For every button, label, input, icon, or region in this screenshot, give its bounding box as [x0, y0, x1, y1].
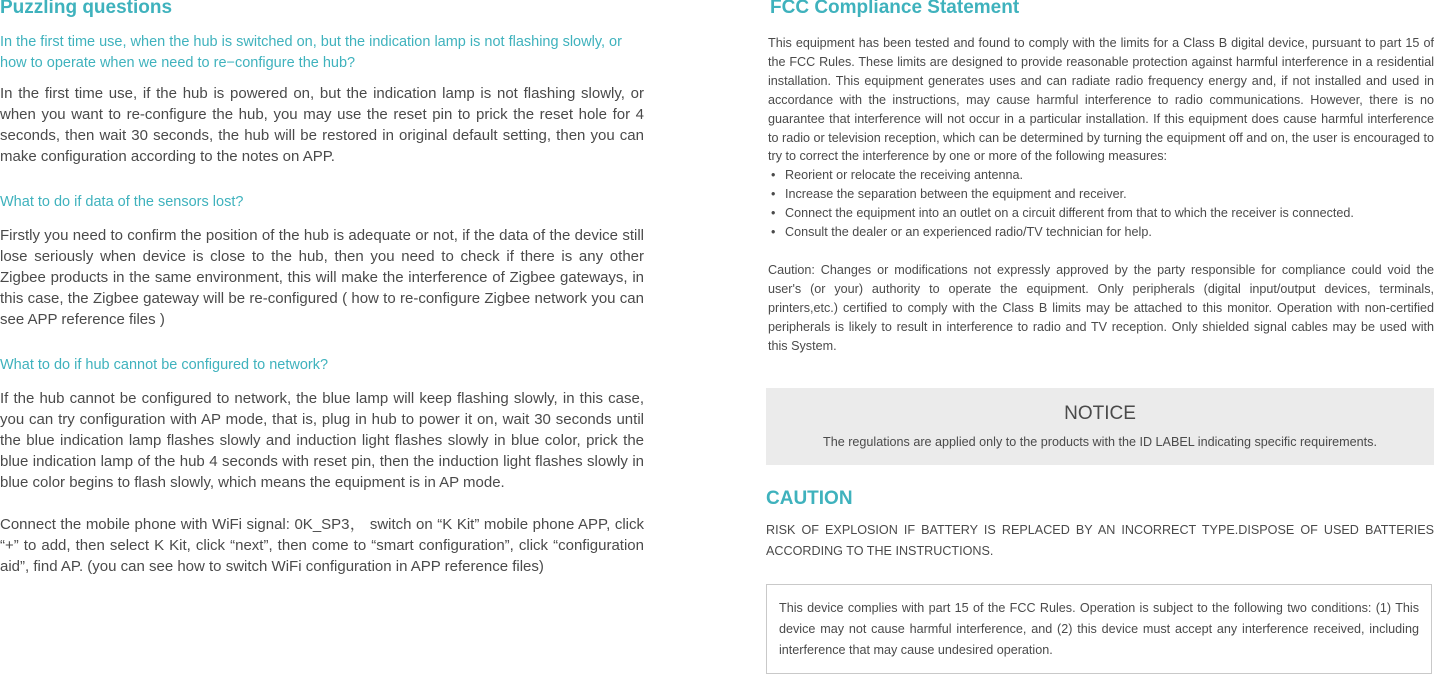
fcc-title: FCC Compliance Statement — [770, 0, 1020, 18]
list-item: • Consult the dealer or an experienced radio/TV technician for help. — [768, 223, 1434, 242]
caution-title: CAUTION — [766, 488, 853, 509]
notice-text: The regulations are applied only to the products with the ID LABEL indicating specific requirements. — [823, 435, 1377, 449]
fcc-section — [766, 0, 1434, 356]
compliance-text: This device complies with part 15 of the FCC Rules. Operation is subject to the following two conditions: (1) This device may not cause harmful interference, and (2) this device must accept any interference received, including interference that may cause undesired operation. — [779, 601, 1419, 657]
answer-1: In the first time use, if the hub is powered on, but the indication lamp is not flashing slowly, or when you want to re-configure the hub, you may use the reset pin to prick the reset hole for 4 seconds, then wait 30 seconds, the hub will be restored in original default setting, then you can make configuration according to the notes on APP. — [0, 85, 644, 165]
answer-4: Connect the mobile phone with WiFi signal: 0K_SP3， switch on “K Kit” mobile phone APP, click “+” to add, then select K Kit, click “next”, then come to “smart configuration”, click “configuration aid”, find AP. (you can see how to switch WiFi configuration in APP reference files) — [0, 516, 644, 575]
question-1: In the first time use, when the hub is switched on, but the indication lamp is not flashing slowly, or how to operate when we need to re−configure the hub? — [0, 34, 622, 71]
puzzling-questions-title: Puzzling questions — [0, 0, 173, 18]
fcc-measures-list — [768, 166, 1434, 242]
caution-text: RISK OF EXPLOSION IF BATTERY IS REPLACED BY AN INCORRECT TYPE.DISPOSE OF USED BATTERIES ACCORDING TO THE INSTRUCTIONS. — [766, 523, 1434, 558]
question-3: What to do if hub cannot be configured to network? — [0, 357, 329, 373]
answer-3: If the hub cannot be configured to network, the blue lamp will keep flashing slowly, in this case, you can try configuration with AP mode, that is, plug in hub to power it on, wait 30 seconds until the blue indication lamp flashes slowly and induction light flashes slowly in blue color, prick the blue indication lamp of the hub 4 seconds with reset pin, then the induction light flashes slowly in blue color begins to flash slowly, which means the equipment is in AP mode. — [0, 390, 644, 491]
list-item: • Reorient or relocate the receiving antenna. — [768, 166, 1434, 185]
notice-title: NOTICE — [1064, 403, 1136, 424]
list-item: • Connect the equipment into an outlet on a circuit different from that to which the receiver is connected. — [768, 204, 1434, 223]
compliance-box — [766, 584, 1432, 674]
fcc-intro: This equipment has been tested and found to comply with the limits for a Class B digital device, pursuant to part 15 of the FCC Rules. These limits are designed to provide reasonable protection against harmful interference in a residential installation. This equipment generates uses and can radiate radio frequency energy and, if not installed and used in accordance with the instructions, may cause harmful interference to radio communications. However, there is no guarantee that interference will not occur in a particular installation. If this equipment does cause harmful interference to radio or television reception, which can be determined by turning the equipment off and on, the user is encouraged to try to correct the interference by one or more of the following measures: — [768, 36, 1434, 164]
answer-2: Firstly you need to confirm the position of the hub is adequate or not, if the data of the device still lose seriously when device is close to the hub, then you need to check if there is any other Zigbee products in the same environment, this will make the interference of Zigbee gateways, in this case, the Zigbee gateway will be re-configured ( how to re-configure Zigbee network you can see APP reference files ) — [0, 227, 644, 328]
fcc-caution-paragraph: Caution: Changes or modifications not expressly approved by the party responsible for compliance could void the user's (or your) authority to operate the equipment. Only peripherals (digital input/output devices, terminals, printers,etc.) certified to comply with the Class B limits may be attached to this monitor. Operation with non-certified peripherals is likely to result in interference to radio and TV reception. Only shielded signal cables may be used with this System. — [768, 262, 1434, 353]
question-2: What to do if data of the sensors lost? — [0, 194, 244, 210]
list-item: • Increase the separation between the equipment and receiver. — [768, 185, 1434, 204]
notice-box — [766, 388, 1434, 465]
puzzling-questions-section — [0, 0, 644, 577]
